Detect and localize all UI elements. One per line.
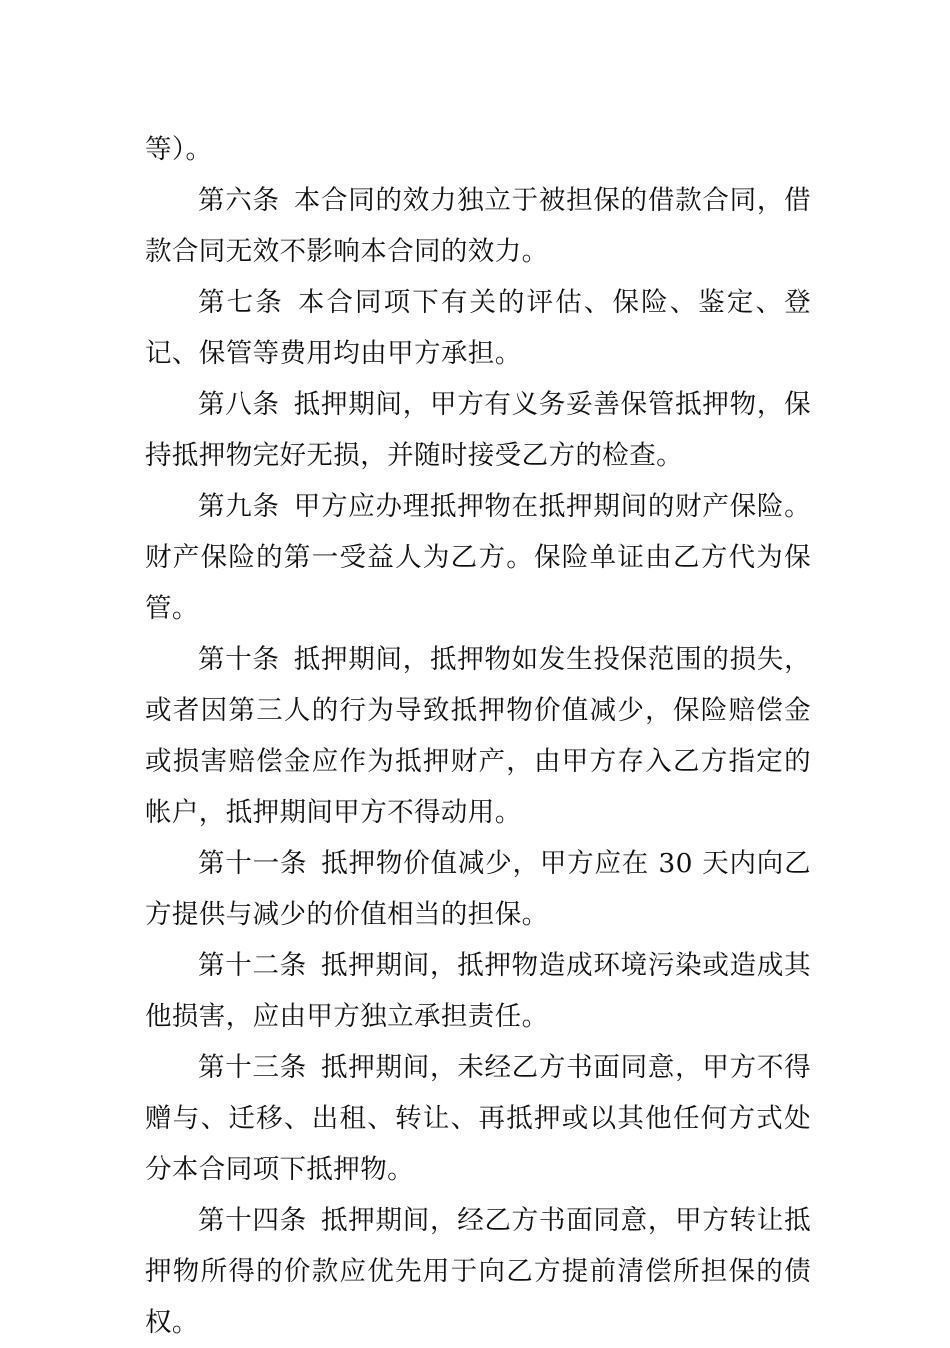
clause-13 [145, 1042, 811, 1195]
clause-label: 第七条 [198, 287, 284, 318]
clause-text: 甲方应办理抵押物在抵押期间的财产保险。财产保险的第一受益人为乙方。保险单证由乙方代为保管。 [145, 491, 811, 624]
clause-12 [145, 940, 811, 1042]
clause-text: 抵押期间，未经乙方书面同意，甲方不得赠与、迁移、出租、转让、再抵押或以其他任何方式处分本合同项下抵押物。 [145, 1052, 812, 1185]
clause-7 [145, 277, 811, 379]
clause-label: 第十条 [198, 644, 280, 675]
clause-9 [145, 481, 811, 634]
clause-label: 第十三条 [198, 1052, 307, 1083]
clause-text: 本合同项下有关的评估、保险、鉴定、登记、保管等费用均由甲方承担。 [145, 287, 812, 369]
clause-label: 第十二条 [198, 950, 307, 981]
document-body [145, 124, 811, 1348]
clause-text: 抵押期间，抵押物造成环境污染或造成其他损害，应由甲方独立承担责任。 [145, 950, 812, 1032]
clause-6 [145, 175, 811, 277]
clause-text: 本合同的效力独立于被担保的借款合同，借款合同无效不影响本合同的效力。 [145, 185, 811, 267]
clause-text: 抵押期间，甲方有义务妥善保管抵押物，保持抵押物完好无损，并随时接受乙方的检查。 [145, 389, 811, 471]
clause-label: 第八条 [198, 389, 280, 420]
clause-label: 第十四条 [198, 1205, 307, 1236]
clause-label: 第十一条 [198, 848, 308, 879]
clause-label: 第六条 [198, 185, 280, 216]
clause-14 [145, 1195, 811, 1348]
clause-text: 抵押期间，抵押物如发生投保范围的损失，或者因第三人的行为导致抵押物价值减少，保险赔偿金或损害赔偿金应作为抵押财产，由甲方存入乙方指定的帐户，抵押期间甲方不得动用。 [145, 644, 811, 828]
clause-label: 第九条 [198, 491, 280, 522]
clause-8 [145, 379, 811, 481]
clause-text: 抵押物价值减少，甲方应在 30 天内向乙方提供与减少的价值相当的担保。 [145, 848, 811, 930]
clause-10 [145, 634, 811, 838]
clause-text: 抵押期间，经乙方书面同意，甲方转让抵押物所得的价款应优先用于向乙方提前清偿所担保的债权。 [145, 1205, 812, 1338]
clause-11 [145, 838, 811, 940]
lead-fragment: 等）。 [145, 134, 213, 165]
